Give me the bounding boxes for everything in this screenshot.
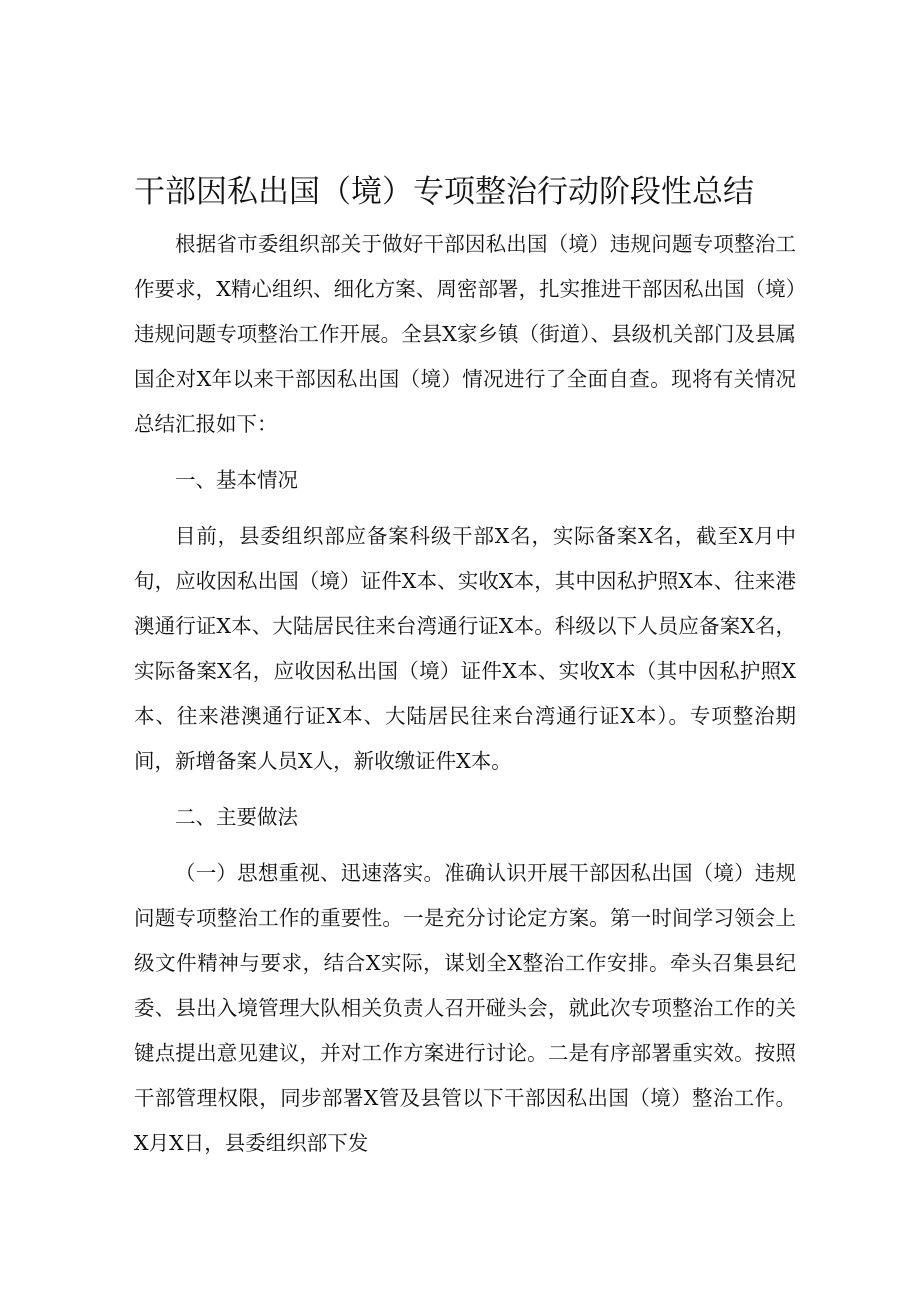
document-title: 干部因私出国（境）专项整治行动阶段性总结 (134, 174, 754, 210)
basic-situation-paragraph: 目前，县委组织部应备案科级干部X名，实际备案X名，截至X月中旬，应收因私出国（境）证件X本、实收X本，其中因私护照X本、往来港澳通行证X本、大陆居民往来台湾通行证X本。科级以下人员应备案X名，实际备案X名，应收因私出国（境）证件X本、实收X本（其中因私护照X本、往来港澳通行证X本、大陆居民往来台湾通行证X本）。专项整治期间，新增备案人员X人，新收缴证件X本。 (134, 524, 796, 773)
section-heading-main-practices: 二、主要做法 (175, 805, 298, 829)
document-body (134, 222, 796, 1166)
main-practices-paragraph: （一）思想重视、迅速落实。准确认识开展干部因私出国（境）违规问题专项整治工作的重要性。一是充分讨论定方案。第一时间学习领会上级文件精神与要求，结合X实际，谋划全X整治工作安排。牵头召集县纪委、县出入境管理大队相关负责人召开碰头会，就此次专项整治工作的关键点提出意见建议，并对工作方案进行讨论。二是有序部署重实效。按照干部管理权限，同步部署X管及县管以下干部因私出国（境）整治工作。X月X日，县委组织部下发 (134, 861, 796, 1155)
intro-paragraph: 根据省市委组织部关于做好干部因私出国（境）违规问题专项整治工作要求，X精心组织、细化方案、周密部署，扎实推进干部因私出国（境）违规问题专项整治工作开展。全县X家乡镇（街道）、县级机关部门及县属国企对X年以来干部因私出国（境）情况进行了全面自查。现将有关情况总结汇报如下： (134, 232, 796, 436)
section-heading-basic-situation: 一、基本情况 (175, 468, 298, 492)
